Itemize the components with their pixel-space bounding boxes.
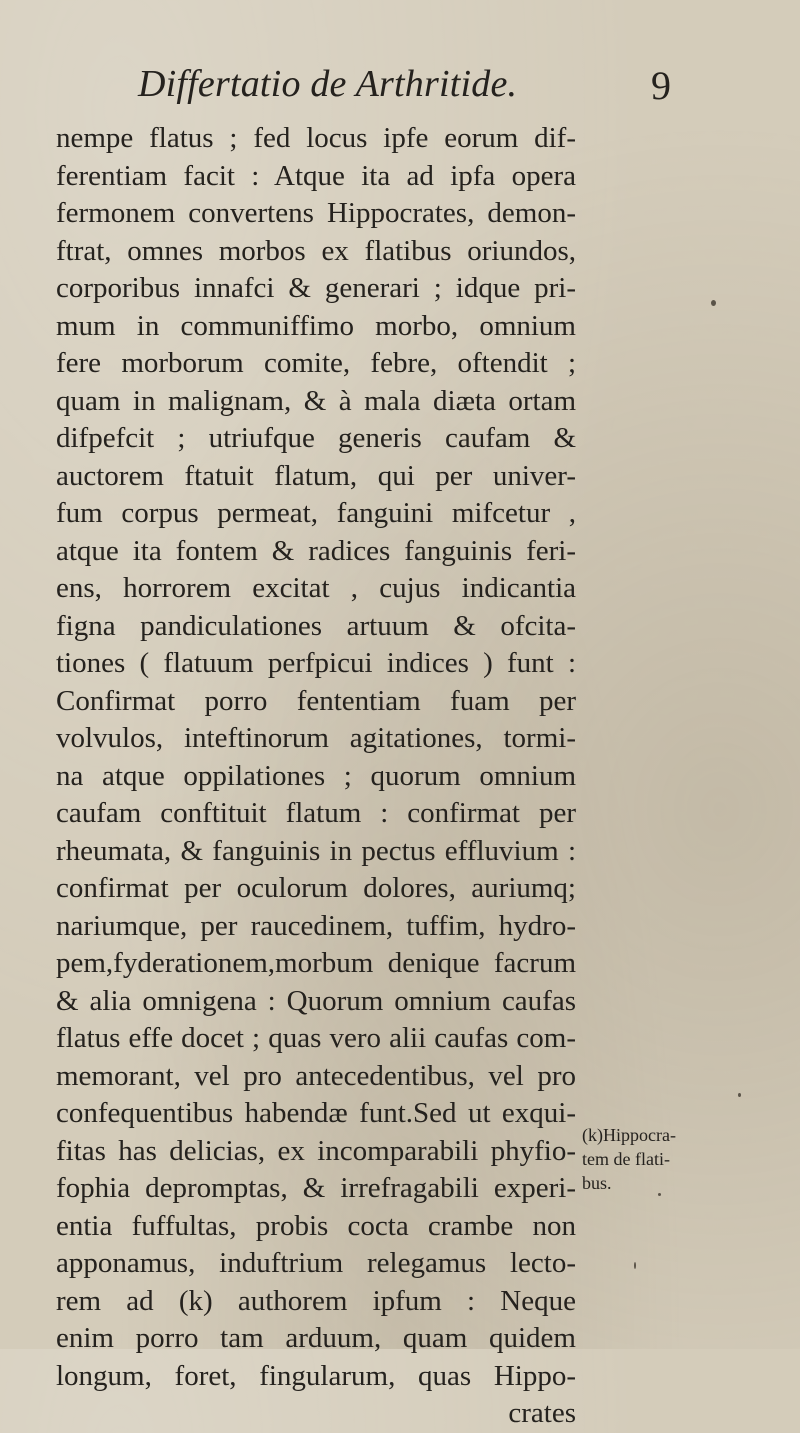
text-line: difpefcit ; utriufque generis caufam & [56, 422, 576, 454]
text-line: rheumata, & fanguinis in pectus effluvium : [56, 834, 576, 867]
text-line: na atque oppilationes ; quorum omnium [56, 759, 576, 792]
marginal-note-line: (k)Hippocra- [582, 1125, 676, 1145]
text-line: fitas has delicias, ex incomparabili phyfio- [56, 1134, 576, 1167]
marginal-note-line: tem de flati- [582, 1149, 670, 1169]
text-line: tiones ( flatuum perfpicui indices ) funt : [56, 647, 576, 679]
text-line: fere morborum comite, febre, oftendit ; [56, 347, 576, 379]
text-line: nariumque, per raucedinem, tuffim, hydro- [56, 909, 576, 942]
text-line: caufam conftituit flatum : confirmat per [56, 797, 576, 829]
text-line: longum, foret, fingularum, quas Hippo- [56, 1359, 576, 1392]
text-line: fermonem convertens Hippocrates, demon- [56, 197, 576, 229]
text-line: & alia omnigena : Quorum omnium caufas [56, 984, 576, 1017]
text-line: confirmat per oculorum dolores, auriumq; [56, 872, 576, 904]
text-line: corporibus innafci & generari ; idque pri- [56, 272, 576, 304]
text-line: quam in malignam, & à mala diæta ortam [56, 384, 576, 417]
text-line: rem ad (k) authorem ipfum : Neque [56, 1284, 576, 1317]
ink-speck [711, 300, 716, 306]
text-line: ftrat, omnes morbos ex flatibus oriundos, [56, 234, 576, 267]
text-line: figna pandiculationes artuum & ofcita- [56, 609, 576, 642]
text-line: fophia depromptas, & irrefragabili experi- [56, 1172, 576, 1204]
marginal-note [582, 1123, 782, 1195]
text-line: mum in communiffimo morbo, omnium [56, 309, 576, 342]
text-line: entia fuffultas, probis cocta crambe non [56, 1209, 576, 1242]
body-text [56, 120, 576, 1433]
text-line: ferentiam facit : Atque ita ad ipfa opera [56, 159, 576, 192]
text-line: fum corpus permeat, fanguini mifcetur , [56, 497, 576, 529]
text-line: atque ita fontem & radices fanguinis feri- [56, 534, 576, 567]
text-line: nempe flatus ; fed locus ipfe eorum dif- [56, 122, 576, 154]
text-line: ens, horrorem excitat , cujus indicantia [56, 572, 576, 604]
text-line: volvulos, inteftinorum agitationes, tormi- [56, 722, 576, 754]
catchword: crates [508, 1397, 576, 1429]
text-line: confequentibus habendæ funt.Sed ut exqui- [56, 1097, 576, 1129]
text-line: flatus effe docet ; quas vero alii caufas com- [56, 1022, 576, 1054]
running-title: Differtatio de Arthritide. [138, 63, 518, 105]
ink-speck [634, 1262, 636, 1269]
page-number: 9 [651, 63, 671, 108]
text-line: enim porro tam arduum, quam quidem [56, 1322, 576, 1354]
ink-speck [738, 1093, 741, 1097]
text-line: memorant, vel pro antecedentibus, vel pro [56, 1059, 576, 1092]
ink-speck [658, 1193, 661, 1196]
text-line: auctorem ftatuit flatum, qui per univer- [56, 459, 576, 492]
text-line: Confirmat porro fententiam fuam per [56, 684, 576, 717]
marginal-note-line: bus. [582, 1173, 612, 1193]
text-line: apponamus, induftrium relegamus lecto- [56, 1247, 576, 1279]
text-line: pem,fyderationem,morbum denique facrum [56, 947, 576, 979]
